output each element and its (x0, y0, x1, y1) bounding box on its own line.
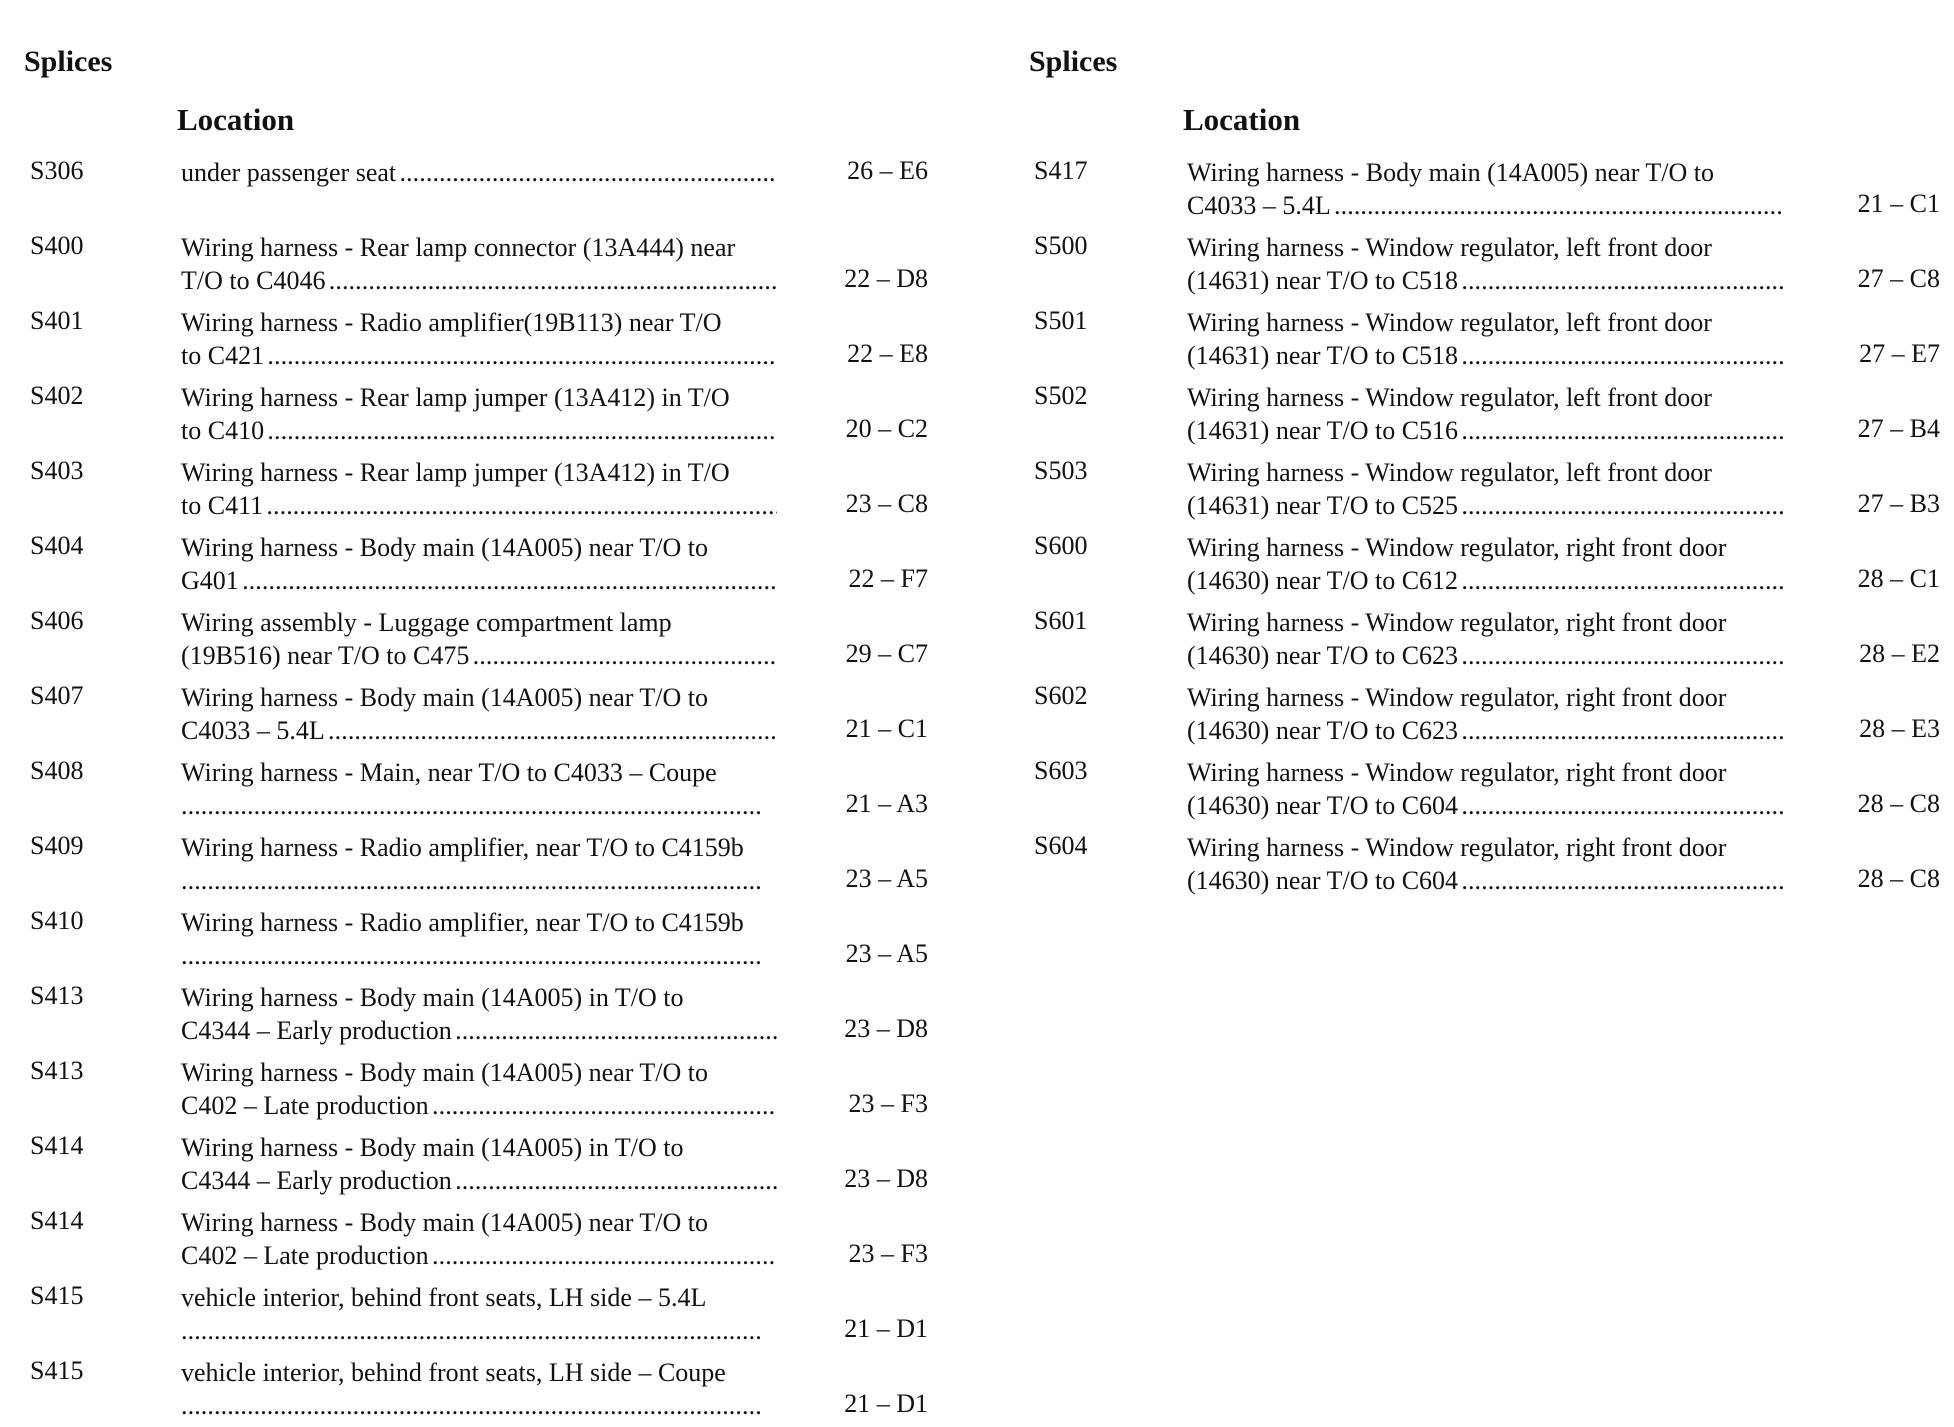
splice-entry (1005, 527, 1954, 602)
splice-code: S500 (1034, 231, 1088, 260)
splice-location-description (1187, 306, 1784, 372)
location-text-line: Wiring assembly - Luggage compartment lamp (181, 608, 672, 637)
location-leader-line (181, 789, 777, 822)
splice-entry (1005, 152, 1954, 227)
splice-entry (0, 827, 960, 902)
location-text-line: Wiring harness - Window regulator, right front door (1187, 758, 1727, 787)
splice-location-description (181, 1131, 777, 1197)
section-title: Splices (1029, 45, 1118, 78)
splice-code: S502 (1034, 381, 1088, 410)
location-leader-line: (14630) near T/O to C623 . . . (1187, 714, 1784, 747)
location-leader-line: (14630) near T/O to C604 . . . (1187, 789, 1784, 822)
splice-location-description (181, 381, 777, 447)
location-text-line: Wiring harness - Rear lamp jumper (13A412) in T/O (181, 458, 730, 487)
location-leader-line: to C410 . . . (181, 414, 777, 447)
location-leader-line: (14631) near T/O to C518 . . . (1187, 339, 1784, 372)
diagram-grid-reference: 22 – E8 (847, 339, 928, 368)
splice-code: S604 (1034, 831, 1088, 860)
location-text-line: Wiring harness - Rear lamp jumper (13A412) in T/O (181, 383, 730, 412)
splice-entry (1005, 752, 1954, 827)
splice-location-description (181, 156, 777, 189)
splice-code: S602 (1034, 681, 1088, 710)
location-leader-line: C4344 – Early production . . . (181, 1014, 777, 1047)
splice-location-description (181, 756, 777, 822)
splice-location-description (181, 1356, 777, 1422)
diagram-grid-reference: 23 – F3 (848, 1239, 928, 1268)
splice-code: S603 (1034, 756, 1088, 785)
splice-location-description (181, 1281, 777, 1347)
diagram-grid-reference: 28 – E3 (1859, 714, 1940, 743)
splice-entry (0, 677, 960, 752)
location-leader-line: (14630) near T/O to C612 . . . (1187, 564, 1784, 597)
location-leader-line (181, 1389, 777, 1422)
splice-code: S401 (30, 306, 84, 335)
diagram-grid-reference: 21 – C1 (1857, 189, 1940, 218)
splice-location-description (181, 1056, 777, 1122)
splice-entry (0, 1352, 960, 1427)
splice-code: S408 (30, 756, 84, 785)
splice-location-description (181, 531, 777, 597)
diagram-grid-reference: 28 – E2 (1859, 639, 1940, 668)
splice-location-description (181, 606, 777, 672)
splice-location-description (1187, 156, 1784, 222)
splice-code: S417 (1034, 156, 1088, 185)
location-text-line: vehicle interior, behind front seats, LH side – 5.4L (181, 1283, 707, 1312)
location-text-line: Wiring harness - Rear lamp connector (13A444) near (181, 233, 736, 262)
location-text-line: Wiring harness - Body main (14A005) near T/O to (181, 683, 709, 712)
location-leader-line (181, 939, 777, 972)
diagram-grid-reference: 22 – F7 (848, 564, 928, 593)
splice-code: S414 (30, 1131, 84, 1160)
splice-entry (0, 227, 960, 302)
location-header: Location (177, 102, 295, 137)
splice-code: S410 (30, 906, 84, 935)
splice-location-description (181, 831, 777, 897)
splice-location-description (181, 1206, 777, 1272)
splice-entry (1005, 377, 1954, 452)
diagram-grid-reference: 28 – C1 (1857, 564, 1940, 593)
splice-code: S501 (1034, 306, 1088, 335)
splice-entry (0, 152, 960, 227)
splice-location-description (1187, 681, 1784, 747)
location-text-line: Wiring harness - Body main (14A005) in T/O to (181, 983, 684, 1012)
splice-entry (1005, 827, 1954, 902)
diagram-grid-reference: 27 – E7 (1859, 339, 1940, 368)
splice-entry (0, 527, 960, 602)
splice-entry (0, 902, 960, 977)
splice-entry (0, 452, 960, 527)
splice-code: S406 (30, 606, 84, 635)
diagram-grid-reference: 27 – C8 (1857, 264, 1940, 293)
location-text-line: Wiring harness - Window regulator, left front door (1187, 383, 1712, 412)
location-leader-line: C4033 – 5.4L . . . (181, 714, 777, 747)
splice-location-description (1187, 606, 1784, 672)
location-leader-line: under passenger seat . . . (181, 156, 777, 189)
location-leader-line: G401 . . . (181, 564, 777, 597)
splice-code: S601 (1034, 606, 1088, 635)
splice-location-description (1187, 381, 1784, 447)
location-text-line: Wiring harness - Body main (14A005) near T/O to (181, 1058, 709, 1087)
location-leader-line: (14631) near T/O to C518 . . . (1187, 264, 1784, 297)
location-text-line: Wiring harness - Radio amplifier, near T/O to C4159b (181, 908, 744, 937)
diagram-grid-reference: 28 – C8 (1857, 789, 1940, 818)
splice-location-description (1187, 231, 1784, 297)
splice-code: S414 (30, 1206, 84, 1235)
splice-location-description (1187, 531, 1784, 597)
splice-entry (1005, 302, 1954, 377)
diagram-grid-reference: 23 – F3 (848, 1089, 928, 1118)
splice-entry (1005, 227, 1954, 302)
splice-entry (0, 977, 960, 1052)
splice-entry (0, 377, 960, 452)
splice-code: S306 (30, 156, 84, 185)
diagram-grid-reference: 23 – D8 (844, 1014, 928, 1043)
diagram-grid-reference: 21 – C1 (845, 714, 928, 743)
location-text-line: Wiring harness - Body main (14A005) near T/O to (181, 533, 709, 562)
location-leader-line: T/O to C4046 . . . (181, 264, 777, 297)
location-header: Location (1183, 102, 1301, 137)
location-leader-line (181, 1314, 777, 1347)
location-text-line: vehicle interior, behind front seats, LH side – Coupe (181, 1358, 726, 1387)
splice-location-description (181, 981, 777, 1047)
splice-code: S402 (30, 381, 84, 410)
splice-location-description (181, 681, 777, 747)
location-leader-line: to C421 . . . (181, 339, 777, 372)
location-leader-line: C402 – Late production . . . (181, 1239, 777, 1272)
location-text-line: Wiring harness - Main, near T/O to C4033 – Coupe (181, 758, 717, 787)
splice-location-description (181, 456, 777, 522)
location-text-line: Wiring harness - Radio amplifier, near T/O to C4159b (181, 833, 744, 862)
splice-entry (0, 1277, 960, 1352)
splice-location-description (1187, 831, 1784, 897)
diagram-grid-reference: 23 – D8 (844, 1164, 928, 1193)
location-leader-line: C4033 – 5.4L . . . (1187, 189, 1784, 222)
splice-entry (0, 602, 960, 677)
splice-entry (0, 1202, 960, 1277)
splice-code: S400 (30, 231, 84, 260)
location-text-line: Wiring harness - Window regulator, right front door (1187, 608, 1727, 637)
diagram-grid-reference: 22 – D8 (844, 264, 928, 293)
location-text-line: Wiring harness - Window regulator, right front door (1187, 533, 1727, 562)
splice-code: S407 (30, 681, 84, 710)
splice-location-description (181, 906, 777, 972)
splice-location-description (1187, 756, 1784, 822)
diagram-grid-reference: 23 – C8 (845, 489, 928, 518)
location-text-line: Wiring harness - Window regulator, right front door (1187, 833, 1727, 862)
location-text-line: Wiring harness - Radio amplifier(19B113) near T/O (181, 308, 722, 337)
location-text-line: Wiring harness - Body main (14A005) near T/O to (181, 1208, 709, 1237)
splice-code: S600 (1034, 531, 1088, 560)
location-leader-line: (14630) near T/O to C623 . . . (1187, 639, 1784, 672)
location-text-line: Wiring harness - Window regulator, left front door (1187, 458, 1712, 487)
splice-entry (1005, 452, 1954, 527)
splice-entry (0, 752, 960, 827)
location-text-line: Wiring harness - Window regulator, left front door (1187, 233, 1712, 262)
location-leader-line: C402 – Late production . . . (181, 1089, 777, 1122)
diagram-grid-reference: 23 – A5 (845, 864, 928, 893)
diagram-grid-reference: 28 – C8 (1857, 864, 1940, 893)
splice-code: S415 (30, 1356, 84, 1385)
location-text-line: Wiring harness - Window regulator, left front door (1187, 308, 1712, 337)
diagram-grid-reference: 23 – A5 (845, 939, 928, 968)
splice-code: S415 (30, 1281, 84, 1310)
diagram-grid-reference: 27 – B3 (1857, 489, 1940, 518)
splice-entry (1005, 602, 1954, 677)
section-title: Splices (24, 45, 113, 78)
splice-code: S404 (30, 531, 84, 560)
diagram-grid-reference: 26 – E6 (847, 156, 928, 185)
diagram-grid-reference: 29 – C7 (845, 639, 928, 668)
diagram-grid-reference: 27 – B4 (1857, 414, 1940, 443)
diagram-grid-reference: 21 – A3 (845, 789, 928, 818)
diagram-grid-reference: 20 – C2 (845, 414, 928, 443)
location-leader-line: (14631) near T/O to C525 . . . (1187, 489, 1784, 522)
location-leader-line: (14631) near T/O to C516 . . . (1187, 414, 1784, 447)
splice-code: S409 (30, 831, 84, 860)
splice-location-description (1187, 456, 1784, 522)
location-leader-line: C4344 – Early production . . . (181, 1164, 777, 1197)
splice-code: S403 (30, 456, 84, 485)
diagram-grid-reference: 21 – D1 (844, 1389, 928, 1418)
splice-code: S413 (30, 1056, 84, 1085)
location-text-line: Wiring harness - Window regulator, right front door (1187, 683, 1727, 712)
location-text-line: Wiring harness - Body main (14A005) near T/O to (1187, 158, 1715, 187)
splice-code: S413 (30, 981, 84, 1010)
location-leader-line: (19B516) near T/O to C475 . . . (181, 639, 777, 672)
location-text-line: Wiring harness - Body main (14A005) in T/O to (181, 1133, 684, 1162)
splice-entry (0, 302, 960, 377)
splice-entry (0, 1052, 960, 1127)
location-leader-line (181, 864, 777, 897)
location-leader-line: (14630) near T/O to C604 . . . (1187, 864, 1784, 897)
diagram-grid-reference: 21 – D1 (844, 1314, 928, 1343)
splice-location-description (181, 231, 777, 297)
splice-entry (0, 1127, 960, 1202)
splice-location-description (181, 306, 777, 372)
splice-entry (1005, 677, 1954, 752)
splice-code: S503 (1034, 456, 1088, 485)
location-leader-line: to C411 . . . (181, 489, 777, 522)
